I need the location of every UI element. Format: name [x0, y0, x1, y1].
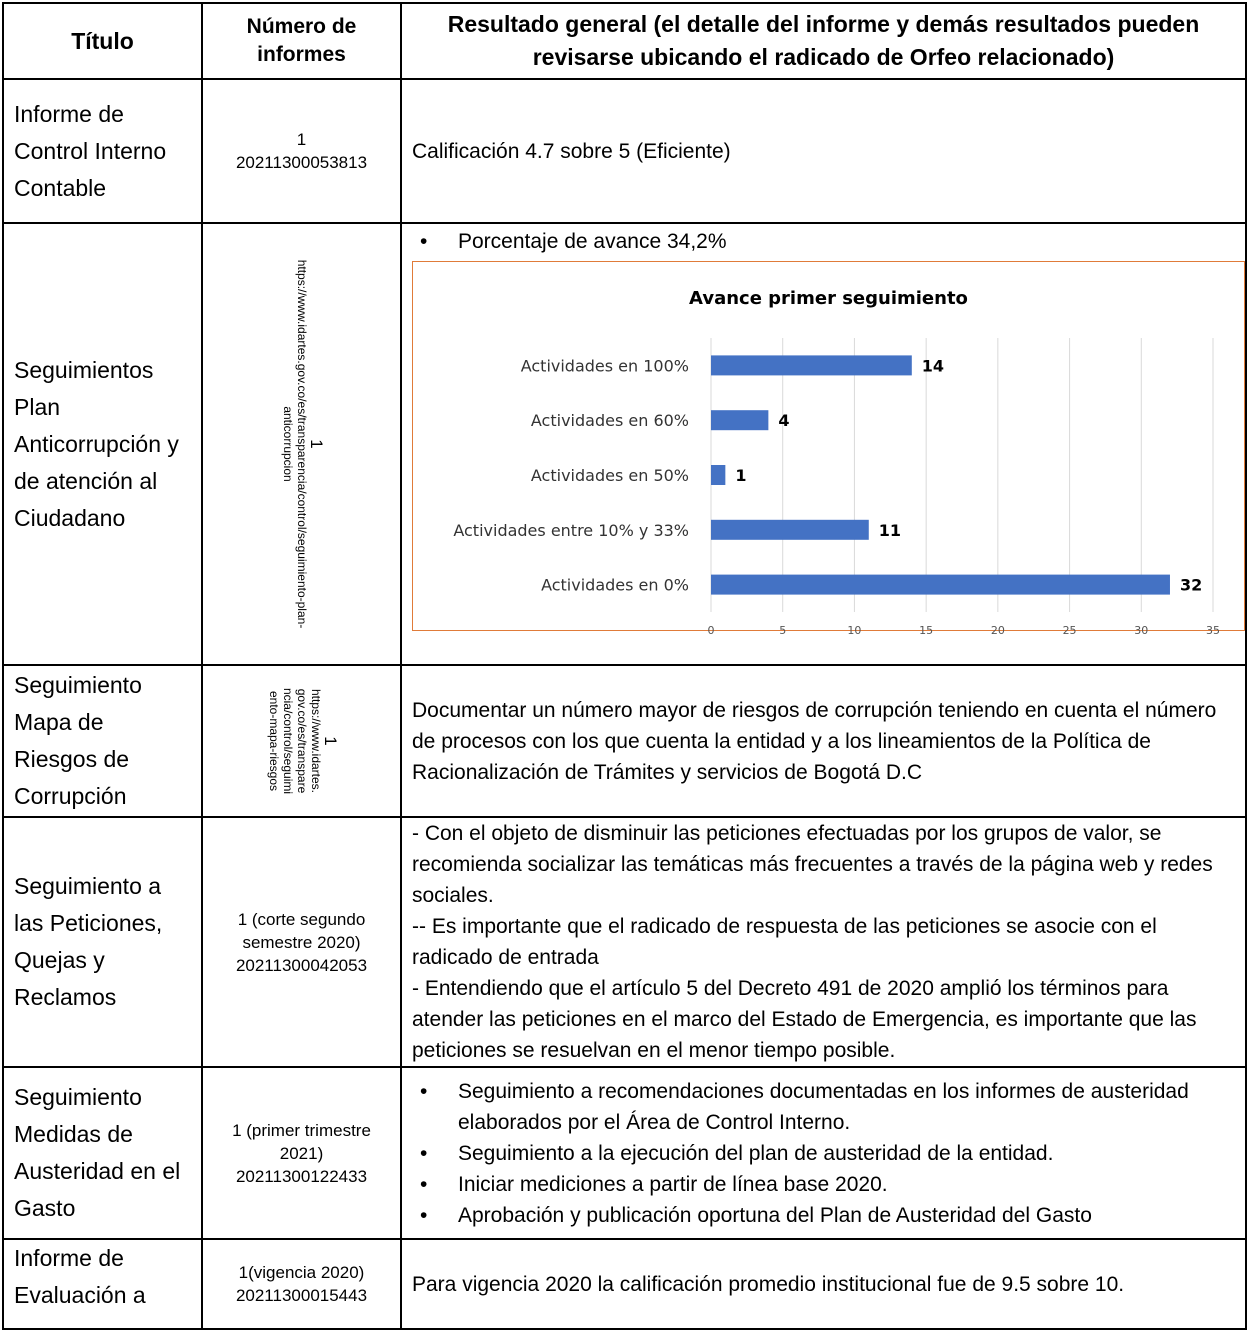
count-link-line[interactable]: gov.co/es/transpare — [294, 688, 309, 794]
bullet-item: • Aprobación y publicación oportuna del Plan de Austeridad del Gasto — [458, 1200, 1235, 1231]
bar — [711, 575, 1170, 595]
data-label: 11 — [878, 520, 902, 540]
bar — [711, 520, 869, 540]
rotated-count-text — [266, 687, 340, 795]
bullet-item: • Seguimiento a la ejecución del plan de austeridad de la entidad. — [458, 1138, 1235, 1169]
data-label: 32 — [1179, 575, 1203, 595]
table-row — [3, 223, 1246, 665]
row-count — [202, 1067, 401, 1239]
bar-chart — [413, 262, 1244, 637]
category-label: Actividades en 100% — [520, 356, 689, 376]
bullet-item: • Seguimiento a recomendaciones documentadas en los informes de austeridad elaborados por el Área de Control Interno. — [458, 1076, 1235, 1138]
row-count — [202, 79, 401, 223]
count-link-line[interactable]: ncia/control/seguimi — [280, 687, 295, 795]
result-paragraph: -- Es importante que el radicado de respuesta de las peticiones se asocie con el radicado de entrada — [412, 915, 1157, 969]
row-count — [202, 665, 401, 817]
category-label: Actividades en 60% — [530, 411, 689, 431]
bullet-item: • Iniciar mediciones a partir de línea base 2020. — [458, 1169, 1235, 1200]
row-count — [202, 817, 401, 1067]
header-row — [3, 3, 1246, 79]
category-label: Actividades entre 10% y 33% — [453, 520, 689, 540]
tick-label: 0 — [707, 624, 715, 637]
row-count — [202, 223, 401, 665]
header-count: Número de informes — [202, 3, 401, 79]
row-result — [401, 1067, 1246, 1239]
table-row — [3, 817, 1246, 1067]
data-label: 4 — [778, 411, 790, 431]
chart-container — [412, 261, 1245, 637]
count-radicado: 20211300053813 — [235, 153, 368, 172]
result-paragraph: - Entendiendo que el artículo 5 del Decreto 491 de 2020 amplió los términos para atender las peticiones en el marco del Estado de Emergencia, es importante que las peticiones se resuelvan en el menor tiempo posible. — [412, 977, 1197, 1062]
header-result: Resultado general (el detalle del informe y demás resultados pueden revisarse ubicando el radicado de Orfeo relacionado) — [401, 3, 1246, 79]
row-title: Informe de Control Interno Contable — [3, 79, 202, 223]
tick-label: 30 — [1134, 624, 1149, 637]
row-title: Seguimiento a las Peticiones, Quejas y Reclamos — [3, 817, 202, 1067]
count-radicado: 20211300122433 — [235, 1166, 368, 1186]
result-bullets — [412, 1076, 1235, 1231]
row-title: Seguimiento Mapa de Riesgos de Corrupción — [3, 665, 202, 817]
data-label: 14 — [921, 356, 945, 376]
table-row — [3, 665, 1246, 817]
count-number: 1 (primer trimestre 2021) — [232, 1120, 371, 1163]
count-link-line[interactable]: anticorrupcion — [280, 406, 295, 482]
tick-label: 35 — [1206, 624, 1220, 637]
count-number: 1 — [320, 736, 340, 746]
row-result: Para vigencia 2020 la calificación promedio institucional fue de 9.5 sobre 10. — [401, 1239, 1246, 1329]
count-number: 1(vigencia 2020) — [238, 1263, 365, 1282]
tick-label: 20 — [990, 624, 1005, 637]
row-result: Documentar un número mayor de riesgos de corrupción teniendo en cuenta el número de procesos con los que cuenta la entidad y a los lineamientos de la Política de Racionalización de Trámites y servicios de Bogotá D.C — [401, 665, 1246, 817]
tick-label: 25 — [1062, 624, 1077, 637]
header-title: Título — [3, 3, 202, 79]
report-table — [2, 2, 1247, 1330]
count-number: 1 (corte segundo semestre 2020) — [237, 909, 366, 952]
category-label: Actividades en 50% — [530, 466, 689, 485]
table-row — [3, 1239, 1246, 1329]
count-number: 1 — [306, 439, 326, 449]
row-title: Seguimientos Plan Anticorrupción y de atención al Ciudadano — [3, 223, 202, 665]
bar — [711, 410, 768, 430]
count-link-line[interactable]: https://www.idartes.gov.co/es/transparencia/control/seguimiento-plan- — [294, 259, 309, 629]
row-count — [202, 1239, 401, 1329]
result-paragraph: - Con el objeto de disminuir las peticiones efectuadas por los grupos de valor, se recomienda socializar las temáticas más frecuentes a través de la página web y redes sociales. — [412, 822, 1213, 907]
tick-label: 15 — [919, 624, 934, 637]
count-radicado: 20211300042053 — [235, 955, 368, 975]
bullet-item: • Porcentaje de avance 34,2% — [458, 226, 1235, 257]
row-title: Informe de Evaluación a — [3, 1239, 202, 1329]
result-bullets — [412, 226, 1235, 257]
data-label: 1 — [735, 466, 747, 485]
bar — [711, 355, 912, 375]
table-row — [3, 79, 1246, 223]
row-result — [401, 817, 1246, 1067]
rotated-count-text — [280, 259, 326, 629]
row-title: Seguimiento Medidas de Austeridad en el Gasto — [3, 1067, 202, 1239]
count-link-line[interactable]: ento-mapa-riesgos — [266, 690, 281, 792]
count-link-line[interactable]: https://www.idartes. — [308, 688, 323, 794]
row-result — [401, 223, 1246, 665]
table-row — [3, 1067, 1246, 1239]
category-label: Actividades en 0% — [541, 575, 689, 595]
row-result: Calificación 4.7 sobre 5 (Eficiente) — [401, 79, 1246, 223]
bar — [711, 465, 725, 485]
tick-label: 10 — [847, 624, 862, 637]
tick-label: 5 — [779, 624, 787, 637]
count-radicado: 20211300015443 — [235, 1286, 368, 1305]
count-number: 1 — [296, 130, 307, 149]
chart-title: Avance primer seguimiento — [689, 288, 968, 309]
